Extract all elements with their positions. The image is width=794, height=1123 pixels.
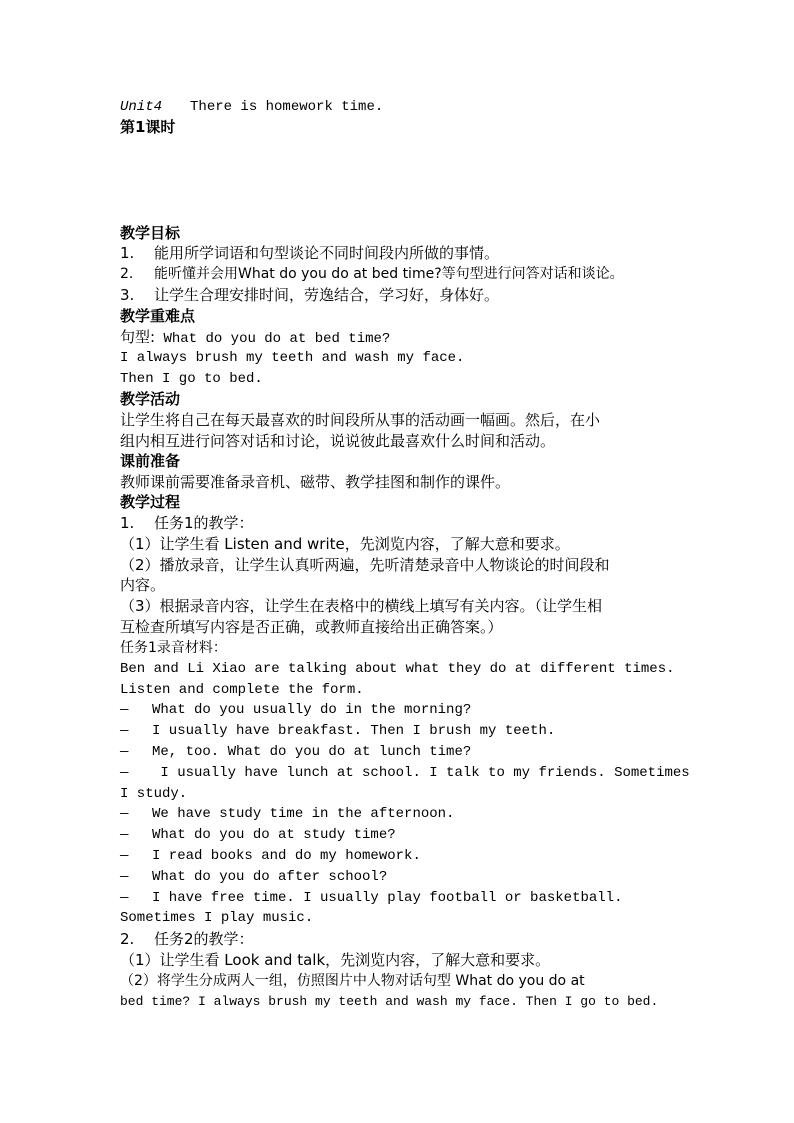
dialogue-line: — What do you do after school? [120, 869, 388, 885]
process-heading: 教学过程 [120, 493, 181, 511]
dialogue-line: — I usually have lunch at school. I talk to my friends. Sometimes [120, 765, 690, 781]
dialogue-line: — What do you usually do in the morning? [120, 702, 472, 718]
pattern-question: 句型: What do you do at bed time? [120, 328, 391, 347]
task-1-step-1: （1）让学生看 Listen and write，先浏览内容，了解大意和要求。 [120, 535, 570, 553]
goal-2: 2. 能听懂并会用What do you do at bed time?等句型进行问答对话和谈论。 [120, 266, 624, 282]
prep-text: 教师课前需要准备录音机、磁带、教学挂图和制作的课件。 [120, 473, 511, 491]
dialogue-line: — Me, too. What do you do at lunch time? [120, 744, 472, 760]
pattern-answer-2: Then I go to bed. [120, 371, 263, 387]
recording-label: 任务1录音材料： [120, 640, 227, 656]
task-2-step-1: （1）让学生看 Look and talk，先浏览内容，了解大意和要求。 [120, 951, 551, 969]
task-2-step-2a: （2）将学生分成两人一组，仿照图片中人物对话句型 What do you do at [120, 973, 585, 989]
dialogue-line: — I usually have breakfast. Then I brush my teeth. [120, 723, 556, 739]
recording-intro-2: Listen and complete the form. [120, 682, 364, 698]
pattern-answer-1: I always brush my teeth and wash my face. [120, 350, 465, 366]
activity-text-2: 组内相互进行问答对话和讨论，说说彼此最喜欢什么时间和活动。 [120, 432, 556, 450]
unit-title: There is homework time. [190, 99, 384, 115]
goals-heading: 教学目标 [120, 224, 181, 242]
goal-3: 3. 让学生合理安排时间，劳逸结合，学习好，身体好。 [120, 286, 500, 304]
unit-number: Unit4 [120, 99, 163, 115]
key-points-heading: 教学重难点 [120, 307, 196, 325]
activity-text-1: 让学生将自己在每天最喜欢的时间段所从事的活动画一幅画。然后，在小 [120, 411, 601, 429]
activity-heading: 教学活动 [120, 390, 181, 408]
task-1-step-3b: 互检查所填写内容是否正确，或教师直接给出正确答案。） [120, 618, 503, 636]
task-1-step-2a: （2）播放录音，让学生认真听两遍，先听清楚录音中人物谈论的时间段和 [120, 556, 610, 574]
dialogue-line-cont: Sometimes I play music. [120, 910, 314, 926]
unit-heading [120, 97, 680, 117]
dialogue-line: — I read books and do my homework. [120, 848, 421, 864]
dialogue-line: — What do you do at study time? [120, 827, 396, 843]
task-1-step-3a: （3）根据录音内容，让学生在表格中的横线上填写有关内容。（让学生相 [120, 597, 603, 615]
task-2-title: 2. 任务2的教学： [120, 930, 254, 948]
task-2-step-2b: bed time? I always brush my teeth and wash my face. Then I go to bed. [120, 994, 659, 1009]
dialogue-line-cont: I study. [120, 786, 188, 802]
dialogue-line: — I have free time. I usually play football or basketball. [120, 890, 623, 906]
lesson-label: 第1课时 [120, 118, 176, 136]
recording-intro-1: Ben and Li Xiao are talking about what they do at different times. [120, 661, 675, 677]
task-1-title: 1. 任务1的教学： [120, 514, 254, 532]
dialogue-line: — We have study time in the afternoon. [120, 806, 455, 822]
prep-heading: 课前准备 [120, 452, 181, 470]
goal-1: 1. 能用所学词语和句型谈论不同时间段内所做的事情。 [120, 244, 500, 262]
task-1-step-2b: 内容。 [120, 576, 166, 594]
